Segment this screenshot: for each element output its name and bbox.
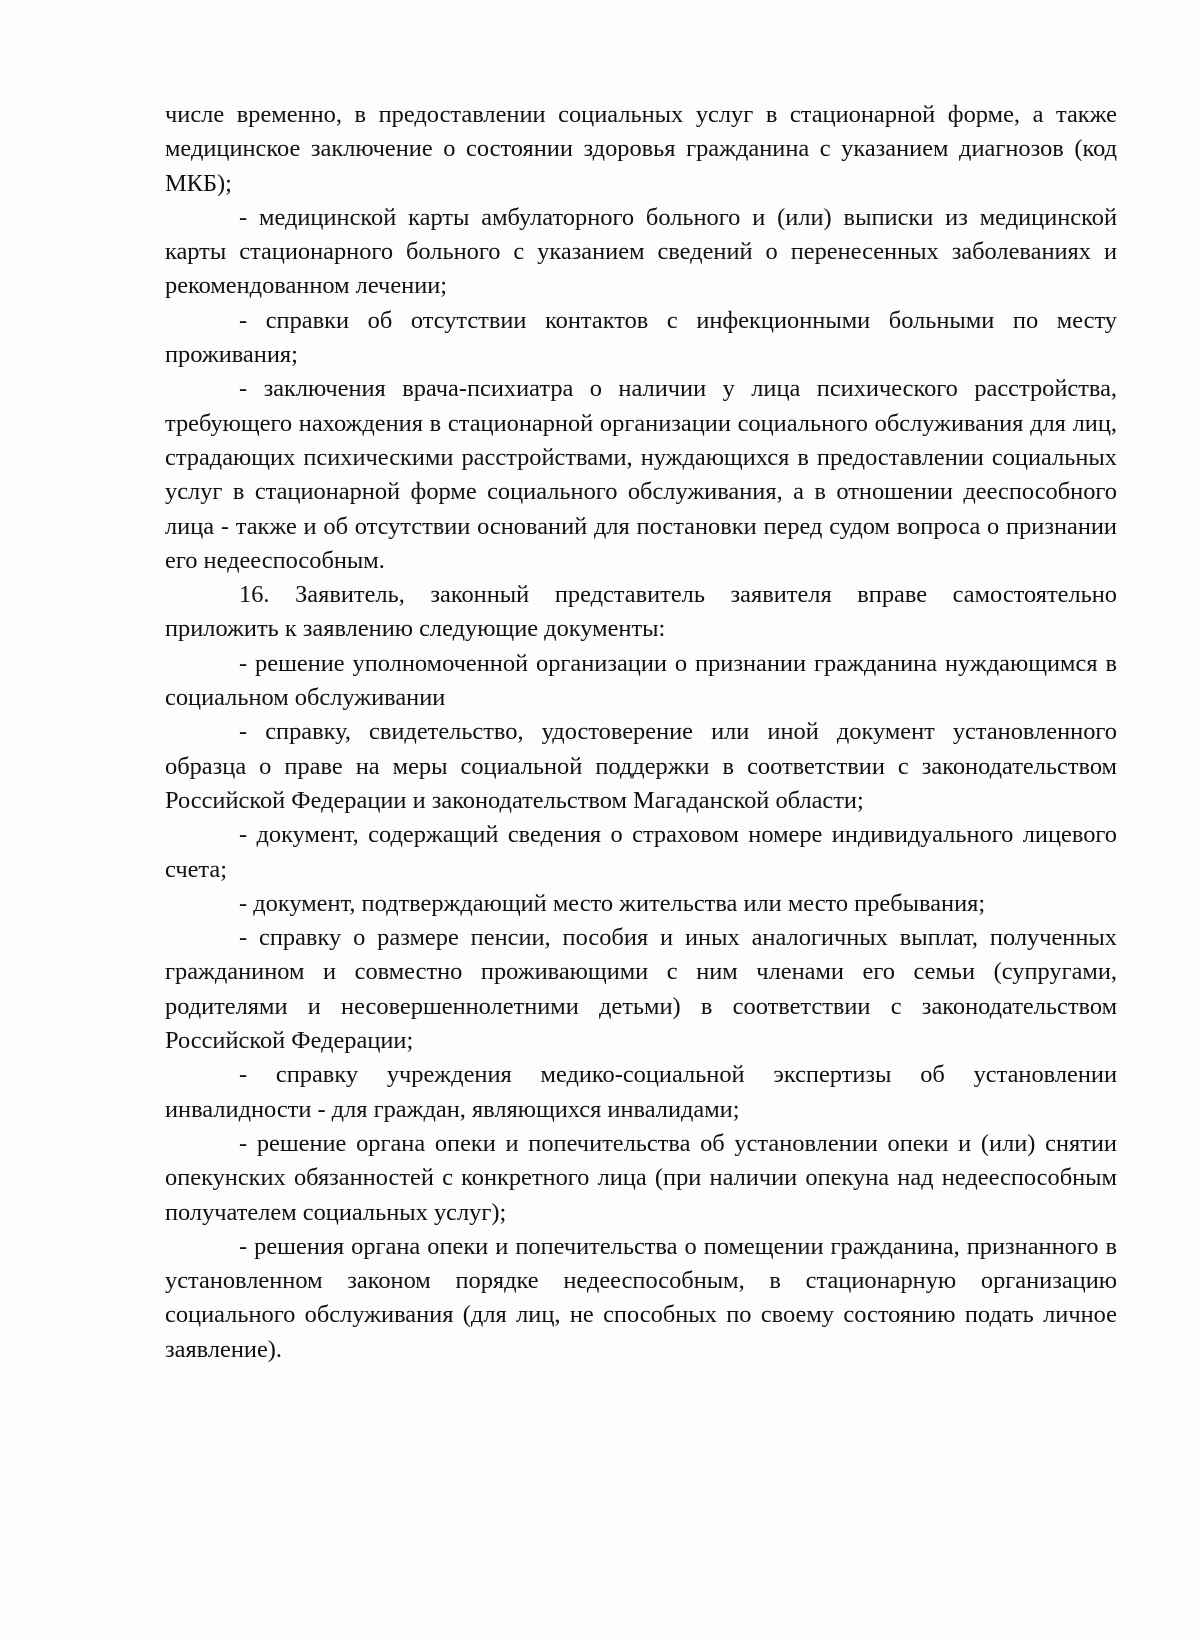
paragraph-item-16: 16. Заявитель, законный представитель заявителя вправе самостоятельно приложить к заявлению следующие документы:	[165, 581, 1117, 643]
paragraph-insurance-number: - документ, содержащий сведения о страховом номере индивидуального лицевого счета;	[165, 821, 1117, 883]
paragraph-psychiatrist-conclusion: - заключения врача-психиатра о наличии у лица психического расстройства, требующего нахождения в стационарной организации социального обслуживания для лиц, страдающих психическими расстройствами, нуждающихся в предоставлении социальных услуг в стационарной форме социального обслуживания, а в отношении дееспособного лица - также и об отсутствии оснований для постановки перед судом вопроса о признании его недееспособным.	[165, 375, 1117, 574]
paragraph-infection-certificate: - справки об отсутствии контактов с инфекционными больными по месту проживания;	[165, 306, 1117, 369]
paragraph-placement-decision: - решения органа опеки и попечительства о помещении гражданина, признанного в установленном законом порядке недееспособным, в стационарную организацию социального обслуживания (для лиц, не способных по своему состоянию подать личное заявление).	[165, 1232, 1117, 1363]
paragraph-need-decision: - решение уполномоченной организации о признании гражданина нуждающимся в социальном обслуживании	[165, 649, 1117, 712]
paragraph-medical-card: - медицинской карты амбулаторного больного и (или) выписки из медицинской карты стационарного больного с указанием сведений о перенесенных заболеваниях и рекомендованном лечении;	[165, 203, 1117, 300]
paragraph-continuation: числе временно, в предоставлении социальных услуг в стационарной форме, а также медицинское заключение о состоянии здоровья гражданина с указанием диагнозов (код МКБ);	[165, 101, 1117, 197]
paragraph-support-certificate: - справку, свидетельство, удостоверение или иной документ установленного образца о праве на меры социальной поддержки в соответствии с законодательством Российской Федерации и законодательством Магаданской области;	[165, 718, 1117, 814]
paragraph-guardianship-decision: - решение органа опеки и попечительства об установлении опеки и (или) снятии опекунских обязанностей с конкретного лица (при наличии опекуна над недееспособным получателем социальных услуг);	[165, 1129, 1117, 1226]
document-body	[165, 98, 1117, 1367]
paragraph-pension-certificate: - справку о размере пенсии, пособия и иных аналогичных выплат, полученных гражданином и совместно проживающими с ним членами его семьи (супругами, родителями и несовершеннолетними детьми) в соответствии с законодательством Российской Федерации;	[165, 924, 1117, 1055]
paragraph-disability-certificate: - справку учреждения медико-социальной экспертизы об установлении инвалидности - для граждан, являющихся инвалидами;	[165, 1061, 1117, 1123]
paragraph-residence: - документ, подтверждающий место жительства или место пребывания;	[239, 889, 986, 917]
